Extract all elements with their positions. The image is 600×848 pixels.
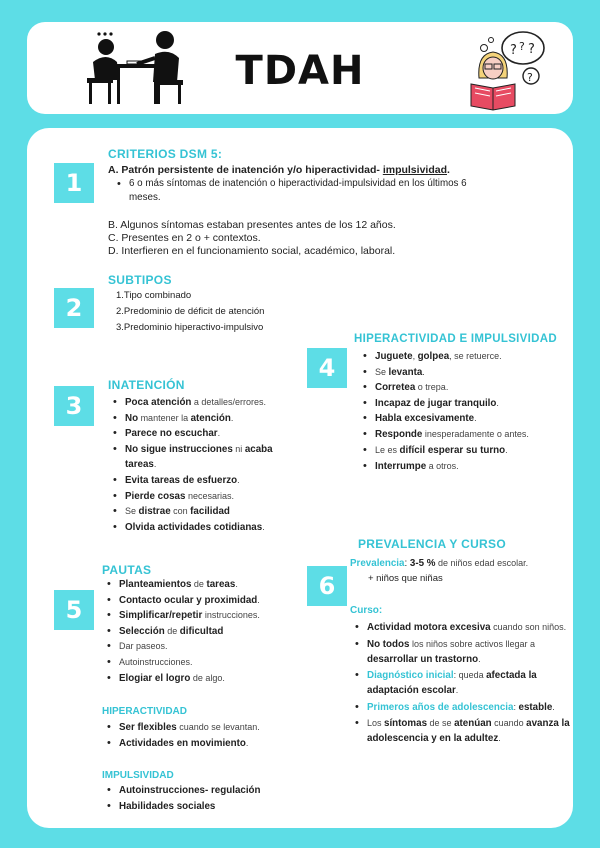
svg-text:?: ? <box>519 40 525 53</box>
inattention-list <box>112 395 302 536</box>
page-title: TDAH <box>235 48 365 94</box>
section-number-1: 1 <box>54 163 94 203</box>
list-item: 3.Predominio hiperactivo-impulsivo <box>116 322 264 333</box>
subtypes-heading: SUBTIPOS <box>108 273 172 287</box>
list-item: • Dar paseos. <box>106 639 306 655</box>
list-item: • Habilidades sociales <box>106 799 306 815</box>
list-item: • Evita tareas de esfuerzo. <box>112 473 302 489</box>
prevalence-heading: PREVALENCIA Y CURSO <box>358 537 506 551</box>
criteria-heading: CRITERIOS DSM 5: <box>108 147 223 161</box>
criterion-a-list <box>116 177 556 207</box>
list-item: • Selección de dificultad <box>106 624 306 640</box>
course-list <box>354 620 572 748</box>
list-item: • Autoinstrucciones- regulación <box>106 783 306 799</box>
criterion-c: C. Presentes en 2 o + contextos. <box>108 232 261 244</box>
impulsivity-guidelines-list <box>106 783 306 814</box>
list-item: 1.Tipo combinado <box>116 290 192 301</box>
list-item: • Elogiar el logro de algo. <box>106 671 306 687</box>
list-item: • Autoinstrucciones. <box>106 655 306 671</box>
criterion-a: A. Patrón persistente de inatención y/o hiperactividad- impulsividad. <box>108 164 450 176</box>
svg-text:?: ? <box>528 42 535 57</box>
list-item: • No sigue instrucciones ni acaba tareas. <box>112 442 302 472</box>
list-item: • Parece no escuchar. <box>112 426 302 442</box>
list-item: • Pierde cosas necesarias. <box>112 489 302 505</box>
list-item: • Olvida actividades cotidianas. <box>112 520 302 536</box>
list-item: • No todos los niños sobre activos llegar a desarrollar un trastorno. <box>354 637 572 667</box>
prevalence-line: Prevalencia: 3-5 % de niños edad escolar. <box>350 558 529 569</box>
list-item: • Planteamientos de tareas. <box>106 577 306 593</box>
criterion-d: D. Interfieren en el funcionamiento social, académico, laboral. <box>108 245 396 257</box>
list-item: • Se distrae con facilidad <box>112 504 302 520</box>
list-item: • Primeros años de adolescencia: estable. <box>354 700 572 715</box>
hyperactivity-guidelines-list <box>106 720 306 751</box>
guidelines-list <box>106 577 306 686</box>
header-card <box>27 22 573 114</box>
guidelines-heading: PAUTAS <box>102 563 152 577</box>
list-item: • Corretea o trepa. <box>362 380 562 396</box>
list-item: • Responde inesperadamente o antes. <box>362 427 562 442</box>
section-number-5: 5 <box>54 590 94 630</box>
section-number-2: 2 <box>54 288 94 328</box>
list-item: • Simplificar/repetir instrucciones. <box>106 608 306 624</box>
list-item: • 6 o más síntomas de inatención o hiperactividad-impulsividad en los últimos 6 meses. <box>116 177 556 205</box>
inattention-heading: INATENCIÓN <box>108 378 185 392</box>
list-item: • Interrumpe a otros. <box>362 459 562 475</box>
list-item: • Ser flexibles cuando se levantan. <box>106 720 306 736</box>
list-item: • Poca atención a detalles/errores. <box>112 395 302 411</box>
list-item: • Le es difícil esperar su turno. <box>362 443 562 459</box>
section-number-6: 6 <box>307 566 347 606</box>
course-subheading: Curso: <box>350 605 383 616</box>
svg-text:?: ? <box>527 71 533 84</box>
prevalence-line-2: + niños que niñas <box>368 573 443 584</box>
impulsivity-subheading: IMPULSIVIDAD <box>102 770 174 781</box>
section-number-4: 4 <box>307 348 347 388</box>
list-item: • Los síntomas de se atenúan cuando avanza la adolescencia y en la adultez. <box>354 716 572 746</box>
list-item: • No mantener la atención. <box>112 411 302 427</box>
list-item: • Actividades en movimiento. <box>106 736 306 752</box>
hyperactivity-list <box>362 349 562 475</box>
list-item: • Incapaz de jugar tranquilo. <box>362 396 562 412</box>
list-item: 2.Predominio de déficit de atención <box>116 306 265 317</box>
section-number-3: 3 <box>54 386 94 426</box>
list-item: • Juguete, golpea, se retuerce. <box>362 349 562 365</box>
list-item: • Habla excesivamente. <box>362 411 562 427</box>
list-item: • Se levanta. <box>362 365 562 381</box>
subtypes-list <box>116 288 336 336</box>
list-item: • Actividad motora excesiva cuando son niños. <box>354 620 572 635</box>
hyperactivity-subheading: HIPERACTIVIDAD <box>102 706 188 717</box>
svg-text:?: ? <box>510 43 517 58</box>
confused-reader-illustration-icon <box>463 26 555 112</box>
hyperactivity-heading: HIPERACTIVIDAD E IMPULSIVIDAD <box>354 333 557 345</box>
list-item: • Contacto ocular y proximidad. <box>106 593 306 609</box>
list-item: • Diagnóstico inicial: queda afectada la adaptación escolar. <box>354 668 572 698</box>
criterion-b: B. Algunos síntomas estaban presentes antes de los 12 años. <box>108 219 396 231</box>
